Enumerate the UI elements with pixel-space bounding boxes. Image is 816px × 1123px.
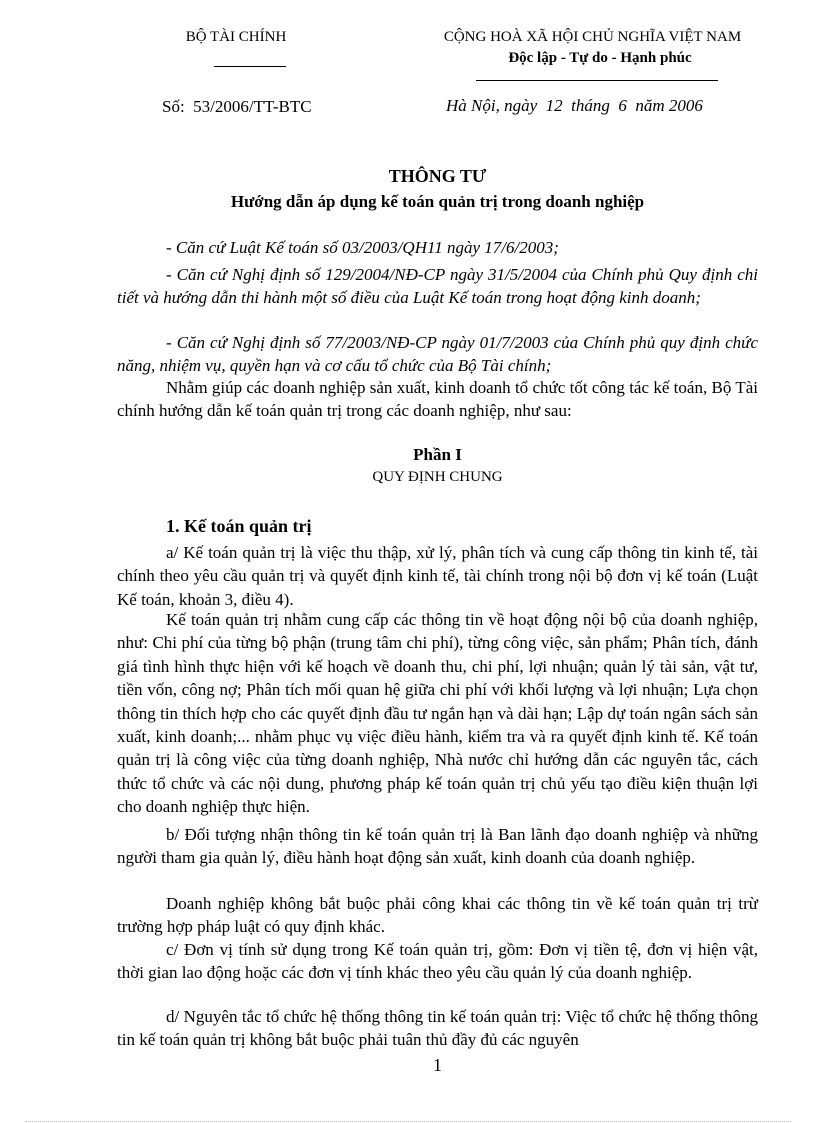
part-label: Phần I [413,445,462,464]
legal-basis-2: - Căn cứ Nghị định số 129/2004/NĐ-CP ngày 31/5/2004 của Chính phủ Quy định chi tiết và hướng dẫn thi hành một số điều của Luật Kế toán trong hoạt động kinh doanh; [117,265,758,308]
document-subject: Hướng dẫn áp dụng kế toán quản trị trong doanh nghiệp [230,192,645,211]
ministry-name: BỘ TÀI CHÍNH [185,29,287,45]
motto-underline [476,80,718,81]
section-paragraph-d: d/ Nguyên tắc tổ chức hệ thống thông tin kế toán quản trị: Việc tổ chức hệ thống thông tin kế toán quản trị không bắt buộc phải tuân thủ đầy đủ các nguyên [117,1007,758,1050]
intro-paragraph: Nhằm giúp các doanh nghiệp sản xuất, kinh doanh tổ chức tốt công tác kế toán, Bộ Tài chính hướng dẫn kế toán quản trị trong các doanh nghiệp, như sau: [117,378,758,421]
section-paragraph-b: b/ Đối tượng nhận thông tin kế toán quản trị là Ban lãnh đạo doanh nghiệp và những người tham gia quản lý, điều hành hoạt động sản xuất, kinh doanh của doanh nghiệp. [117,825,758,868]
place-and-date: Hà Nội, ngày 12 tháng 6 năm 2006 [446,96,703,115]
section-paragraph-purpose: Kế toán quản trị nhằm cung cấp các thông tin về hoạt động nội bộ của doanh nghiệp, như: Chi phí của từng bộ phận (trung tâm chi phí), từng công việc, sản phẩm; Phân tích, đánh giá tình hình thực hiện với kế hoạch về doanh thu, chi phí, lợi nhuận; quản lý tài sản, vật tư, tiền vốn, công nợ; Phân tích mối quan hệ giữa chi phí với khối lượng và lợi nhuận; Lựa chọn thông tin thích hợp cho các quyết định đầu tư ngắn hạn và dài hạn; Lập dự toán ngân sách sản xuất, kinh doanh;... nhằm phục vụ việc điều hành, kiểm tra và ra quyết định kinh tế. Kế toán quản trị là công việc của từng doanh nghiệp, Nhà nước chỉ hướng dẫn các nguyên tắc, cách thức tổ chức và các nội dung, phương pháp kế toán quản trị chủ yếu tạo điều kiện thuận lợi cho doanh nghiệp thực hiện. [117,610,758,817]
document-number: Số: 53/2006/TT-BTC [162,97,312,116]
page-number: 1 [433,1055,442,1075]
section-paragraph-disclosure: Doanh nghiệp không bắt buộc phải công khai các thông tin về kế toán quản trị trừ trường hợp pháp luật có quy định khác. [117,894,758,937]
legal-basis-3: - Căn cứ Nghị định số 77/2003/NĐ-CP ngày 01/7/2003 của Chính phủ quy định chức năng, nhiệm vụ, quyền hạn và cơ cấu tổ chức của Bộ Tài chính; [117,333,758,376]
ministry-underline [214,66,286,67]
legal-basis-1: - Căn cứ Luật Kế toán số 03/2003/QH11 ngày 17/6/2003; [166,238,559,257]
section-paragraph-c: c/ Đơn vị tính sử dụng trong Kế toán quản trị, gồm: Đơn vị tiền tệ, đơn vị hiện vật, thời gian lao động hoặc các đơn vị tính khác theo yêu cầu quản lý của doanh nghiệp. [117,940,758,983]
section-heading: 1. Kế toán quản trị [166,516,312,536]
document-type: THÔNG TƯ [388,166,487,186]
part-name: QUY ĐỊNH CHUNG [372,469,503,485]
page-bottom-divider [25,1121,791,1122]
national-motto: Độc lập - Tự do - Hạnh phúc [508,50,692,66]
country-name: CỘNG HOÀ XÃ HỘI CHỦ NGHĨA VIỆT NAM [443,29,742,45]
section-paragraph-a: a/ Kế toán quản trị là việc thu thập, xử lý, phân tích và cung cấp thông tin kinh tế, tài chính theo yêu cầu quản trị và quyết định kinh tế, tài chính trong nội bộ đơn vị kế toán (Luật Kế toán, khoản 3, điều 4). [117,543,758,609]
